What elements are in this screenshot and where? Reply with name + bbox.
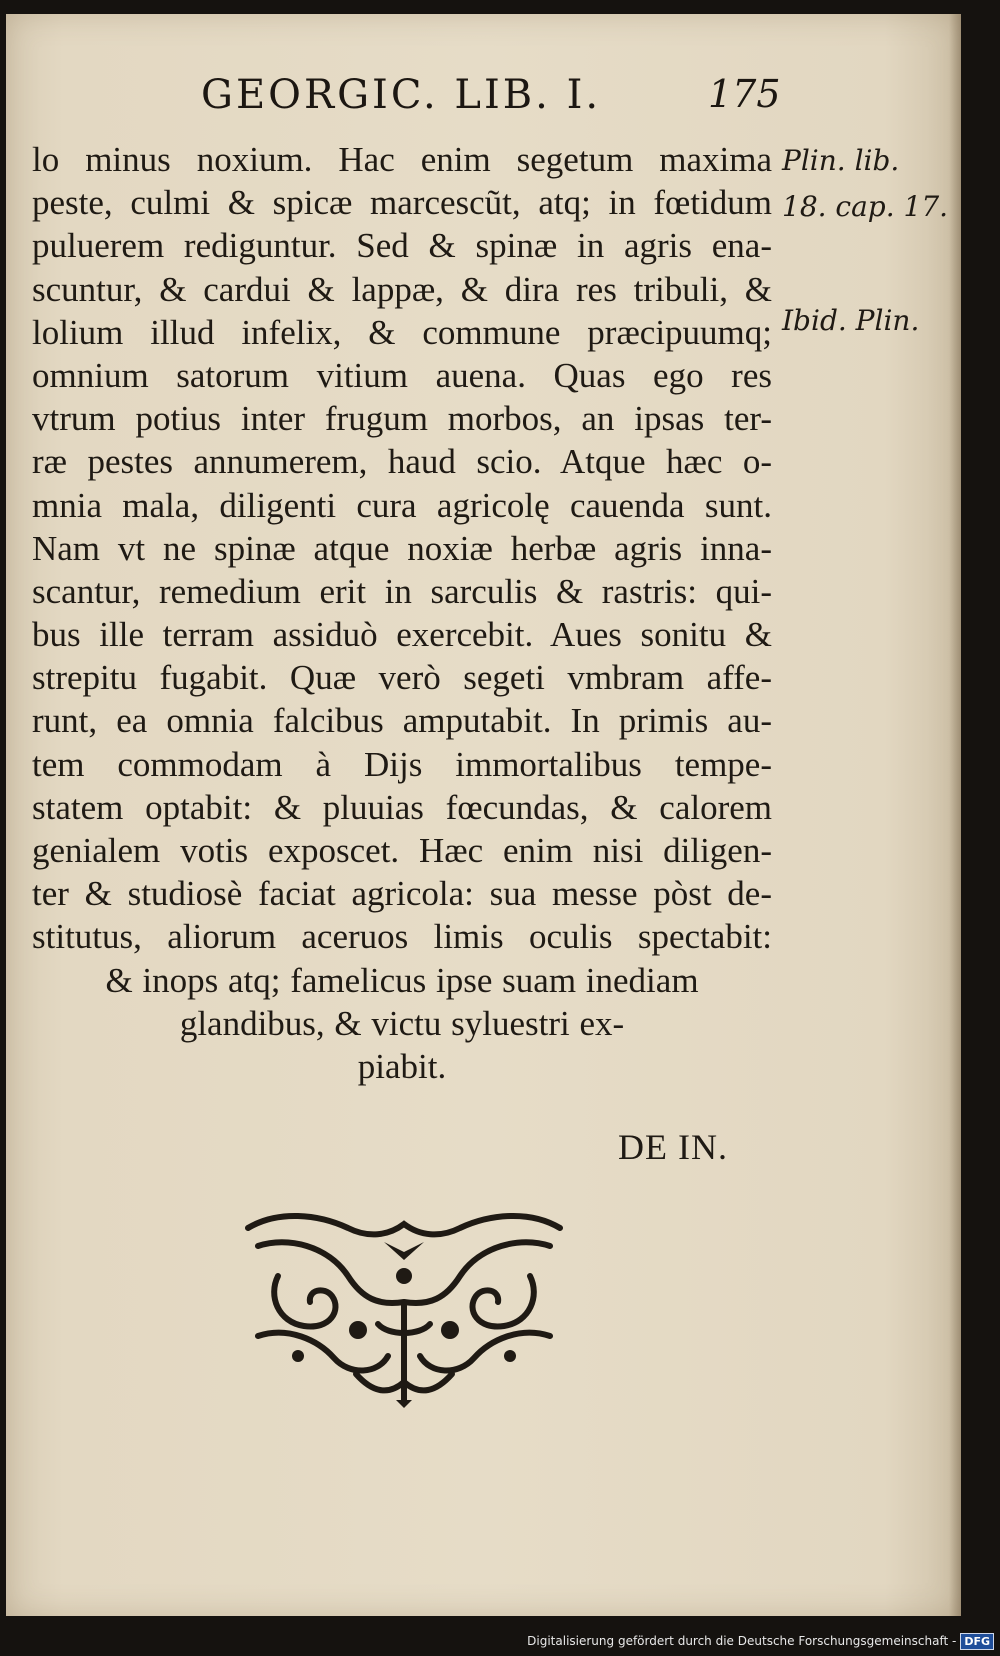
text-line-centered: & inops atq; famelicus ipse suam inediam: [105, 960, 699, 1000]
page-header: [6, 72, 961, 132]
text-line: stitutus, aliorum aceruos limis oculis spectabit:: [32, 917, 772, 957]
text-line: runt, ea omnia falcibus amputabit. In primis au-: [32, 701, 772, 741]
dfg-credit-text: Digitalisierung gefördert durch die Deutsche Forschungsgemeinschaft -: [527, 1634, 957, 1648]
digitization-credit: [527, 1630, 994, 1652]
text-line: scantur, remedium erit in sarculis & rastris: qui-: [32, 571, 772, 611]
text-line: scuntur, & cardui & lappæ, & dira res tribuli, &: [32, 269, 772, 309]
marginal-note-2: 18. cap. 17.: [782, 190, 949, 223]
book-page: [6, 14, 961, 1616]
text-line: mnia mala, diligenti cura agricolę cauenda sunt.: [32, 485, 772, 525]
body-text: [32, 138, 772, 1088]
text-line: ter & studiosè faciat agricola: sua messe pòst de-: [32, 874, 772, 914]
text-line: lo minus noxium. Hac enim segetum maxima: [32, 140, 772, 179]
page-edge-shadow: [949, 14, 961, 1616]
text-line: lolium illud infelix, & commune præcipuumq;: [32, 312, 772, 352]
text-line: strepitu fugabit. Quæ verò segeti vmbram affe-: [32, 658, 772, 698]
text-line: ræ pestes annumerem, haud scio. Atque hæc o-: [32, 442, 772, 482]
text-line: peste, culmi & spicæ marcescũt, atq; in fœtidum: [32, 183, 772, 223]
page-number: 175: [708, 72, 781, 116]
text-line: statem optabit: & pluuias fœcundas, & calorem: [32, 787, 772, 827]
dfg-logo: DFG: [960, 1633, 994, 1650]
text-line: bus ille terram assiduò exercebit. Aues sonitu &: [32, 615, 772, 655]
text-line: puluerem rediguntur. Sed & spinæ in agris ena-: [32, 226, 772, 266]
text-line-centered: glandibus, & victu syluestri ex-: [179, 1003, 625, 1043]
marginal-note-3: Ibid. Plin.: [782, 304, 920, 337]
text-line: vtrum potius inter frugum morbos, an ipsas ter-: [32, 399, 772, 439]
catchword: DE IN.: [618, 1127, 728, 1167]
text-line: omnium satorum vitium auena. Quas ego res: [32, 355, 772, 395]
marginal-note-1: Plin. lib.: [782, 144, 900, 177]
text-line: tem commodam à Dijs immortalibus tempe-: [32, 744, 772, 784]
text-line: Nam vt ne spinæ atque noxiæ herbæ agris inna-: [32, 528, 772, 568]
fleuron-tailpiece-icon: [238, 1206, 570, 1408]
text-line-centered: piabit.: [357, 1046, 447, 1086]
text-line: genialem votis exposcet. Hæc enim nisi diligen-: [32, 831, 772, 870]
running-title: GEORGIC. LIB. I.: [201, 72, 602, 118]
